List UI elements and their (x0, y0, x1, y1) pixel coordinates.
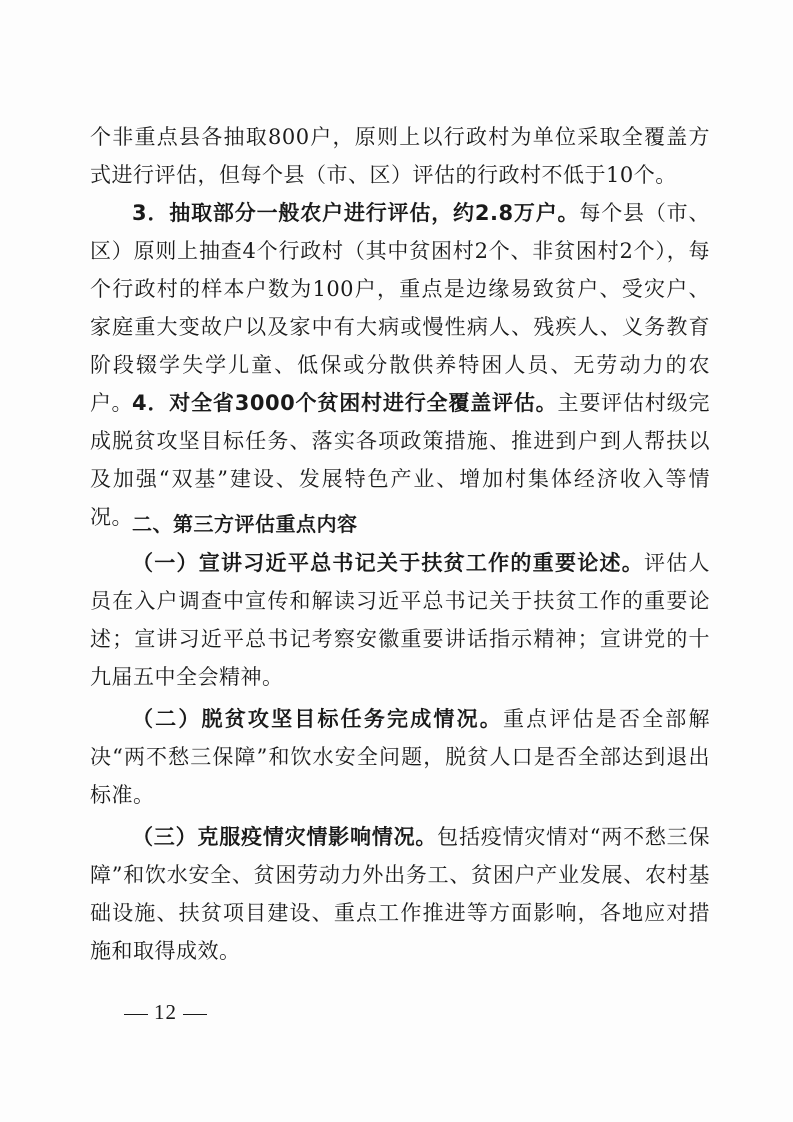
subsection-1-text: 评估人员在入户调查中宣传和解读习近平总书记关于扶贫工作的重要论述；宣讲习近平总书记考察安徽重要讲话指示精神；宣讲党的十九届五中全会精神。 (90, 551, 711, 689)
paragraph-text: 个非重点县各抽取800户，原则上以行政村为单位采取全覆盖方式进行评估，但每个县（市、区）评估的行政村不低于10个。 (90, 125, 710, 187)
subsection-3-text: 包括疫情灾情对“两不愁三保障”和饮水安全、贫困劳动力外出务工、贫困户产业发展、农村基础设施、扶贫项目建设、重点工作推进等方面影响，各地应对措施和取得成效。 (90, 825, 710, 963)
paragraph-subsection-2 (90, 700, 710, 814)
subsection-2-lead: （二）脱贫攻坚目标任务完成情况。 (132, 707, 503, 731)
paragraph-subsection-3 (90, 818, 710, 970)
paragraph-subsection-1 (90, 544, 710, 696)
section-heading-2: 二、第三方评估重点内容 (132, 512, 358, 536)
item-3-text: 每个县（市、区）原则上抽查4个行政村（其中贫困村2个、非贫困村2个），每个行政村的样本户数为100户，重点是边缘易致贫户、受灾户、家庭重大变故户以及家中有大病或慢性病人、残疾人、义务教育阶段辍学失学儿童、低保或分散供养特困人员、无劳动力的农户。 (90, 201, 711, 415)
paragraph-sampling-non-key-counties (90, 118, 710, 194)
subsection-1-lead: （一）宣讲习近平总书记关于扶贫工作的重要论述。 (132, 551, 644, 575)
item-4-lead: 4．对全省3000个贫困村进行全覆盖评估。 (132, 391, 558, 415)
item-4-text: 主要评估村级完成脱贫攻坚目标任务、落实各项政策措施、推进到户到人帮扶以及加强“双基”建设、发展特色产业、增加村集体经济收入等情况。 (90, 391, 710, 529)
subsection-3-lead: （三）克服疫情灾情影响情况。 (132, 825, 438, 849)
page-number-dash-right (183, 1014, 207, 1015)
subsection-2-text: 重点评估是否全部解决“两不愁三保障”和饮水安全问题，脱贫人口是否全部达到退出标准。 (90, 707, 710, 807)
page-number-dash-left (124, 1014, 148, 1015)
item-3-lead: 3．抽取部分一般农户进行评估，约2.8万户。 (132, 201, 580, 225)
page-number (118, 1000, 213, 1025)
page-number-value: 12 (154, 1000, 177, 1024)
